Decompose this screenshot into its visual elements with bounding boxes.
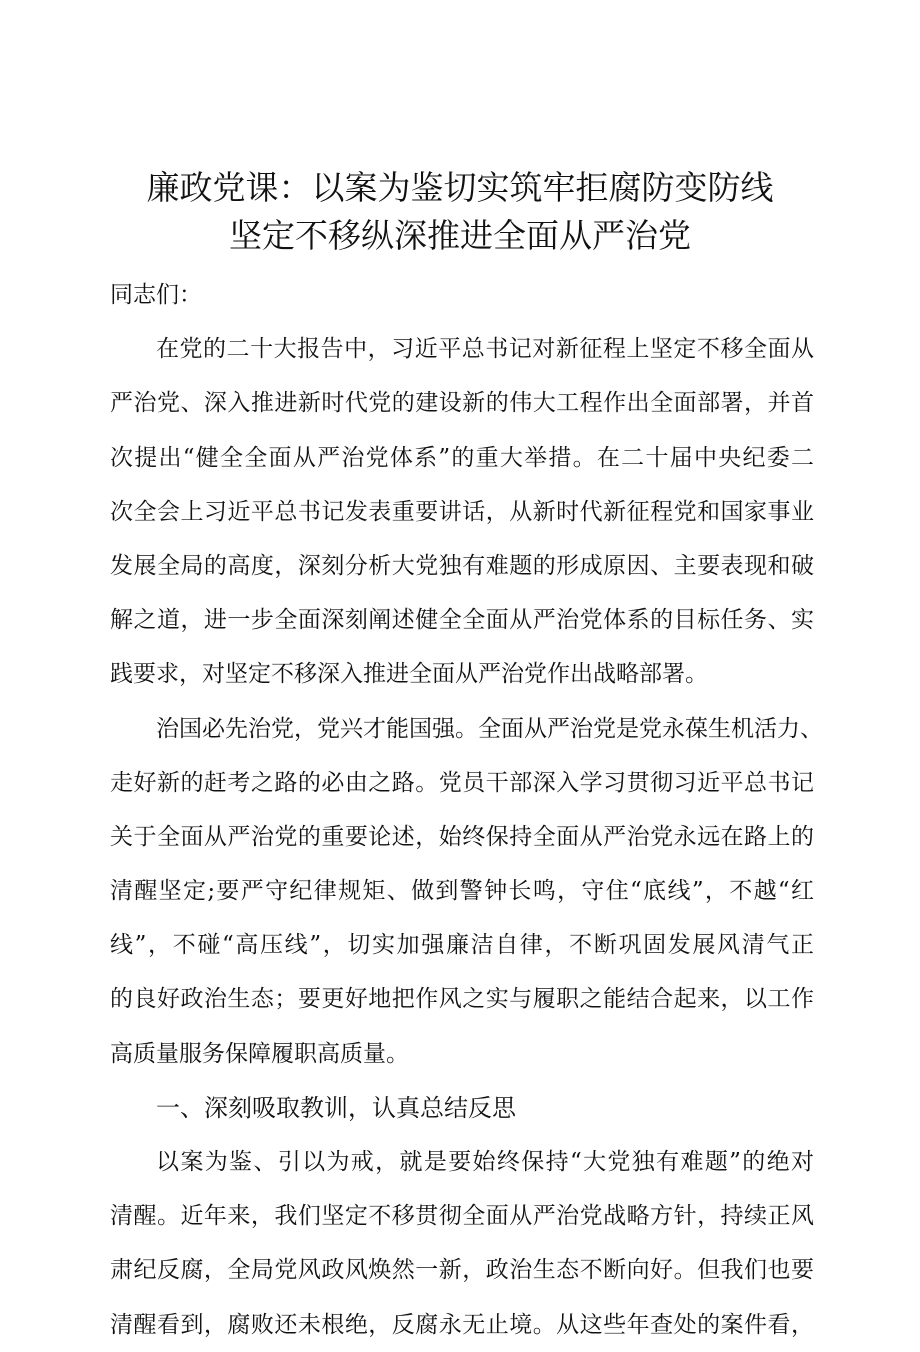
paragraph-line: 践要求，对坚定不移深入推进全面从严治党作出战略部署。 [110, 661, 708, 688]
paragraph-line: 的良好政治生态；要更好地把作风之实与履职之能结合起来，以工作 [110, 986, 814, 1013]
paragraph-line: 清醒。近年来，我们坚定不移贯彻全面从严治党战略方针，持续正风 [110, 1203, 814, 1230]
paragraph-line: 解之道，进一步全面深刻阐述健全全面从严治党体系的目标任务、实 [110, 607, 814, 634]
salutation: 同志们： [110, 282, 202, 308]
paragraph-line: 清醒看到，腐败还未根绝，反腐永无止境。从这些年查处的案件看， [110, 1311, 814, 1338]
paragraph-1 [110, 322, 814, 701]
paragraph-line: 以案为鉴、引以为戒，就是要始终保持“大党独有难题”的绝对 [156, 1149, 814, 1175]
paragraph-line: 走好新的赶考之路的必由之路。党员干部深入学习贯彻习近平总书记 [110, 769, 814, 796]
paragraph-line: 发展全局的高度，深刻分析大党独有难题的形成原因、主要表现和破 [110, 552, 814, 579]
paragraph-3 [110, 1135, 814, 1352]
paragraph-line: 次全会上习近平总书记发表重要讲话，从新时代新征程党和国家事业 [110, 498, 814, 525]
paragraph-2 [110, 702, 823, 1081]
paragraph-line: 高质量服务保障履职高质量。 [110, 1040, 409, 1067]
section-heading: 一、深刻吸取教训，认真总结反思 [156, 1093, 516, 1122]
paragraph-line: 关于全面从严治党的重要论述，始终保持全面从严治党永远在路上的 [110, 823, 814, 850]
paragraph-line: 在党的二十大报告中，习近平总书记对新征程上坚定不移全面从 [156, 336, 814, 363]
title-line-2: 坚定不移纵深推进全面从严治党 [229, 216, 691, 255]
paragraph-line: 严治党、深入推进新时代党的建设新的伟大工程作出全面部署，并首 [110, 390, 814, 417]
paragraph-line: 清醒坚定;要严守纪律规矩、做到警钟长鸣，守住“底线”，不越“红 [110, 878, 814, 905]
document-body [110, 268, 823, 1352]
document-title [0, 164, 920, 260]
paragraph-line: 线”，不碰“高压线”，切实加强廉洁自律，不断巩固发展风清气正 [110, 932, 814, 959]
paragraph-line: 治国必先治党，党兴才能国强。全面从严治党是党永葆生机活力、 [156, 715, 823, 742]
paragraph-line: 肃纪反腐，全局党风政风焕然一新，政治生态不断向好。但我们也要 [110, 1257, 814, 1284]
paragraph-line: 次提出“健全全面从严治党体系”的重大举措。在二十届中央纪委二 [110, 444, 814, 471]
title-line-1: 廉政党课：以案为鉴切实筑牢拒腐防变防线 [146, 168, 774, 207]
